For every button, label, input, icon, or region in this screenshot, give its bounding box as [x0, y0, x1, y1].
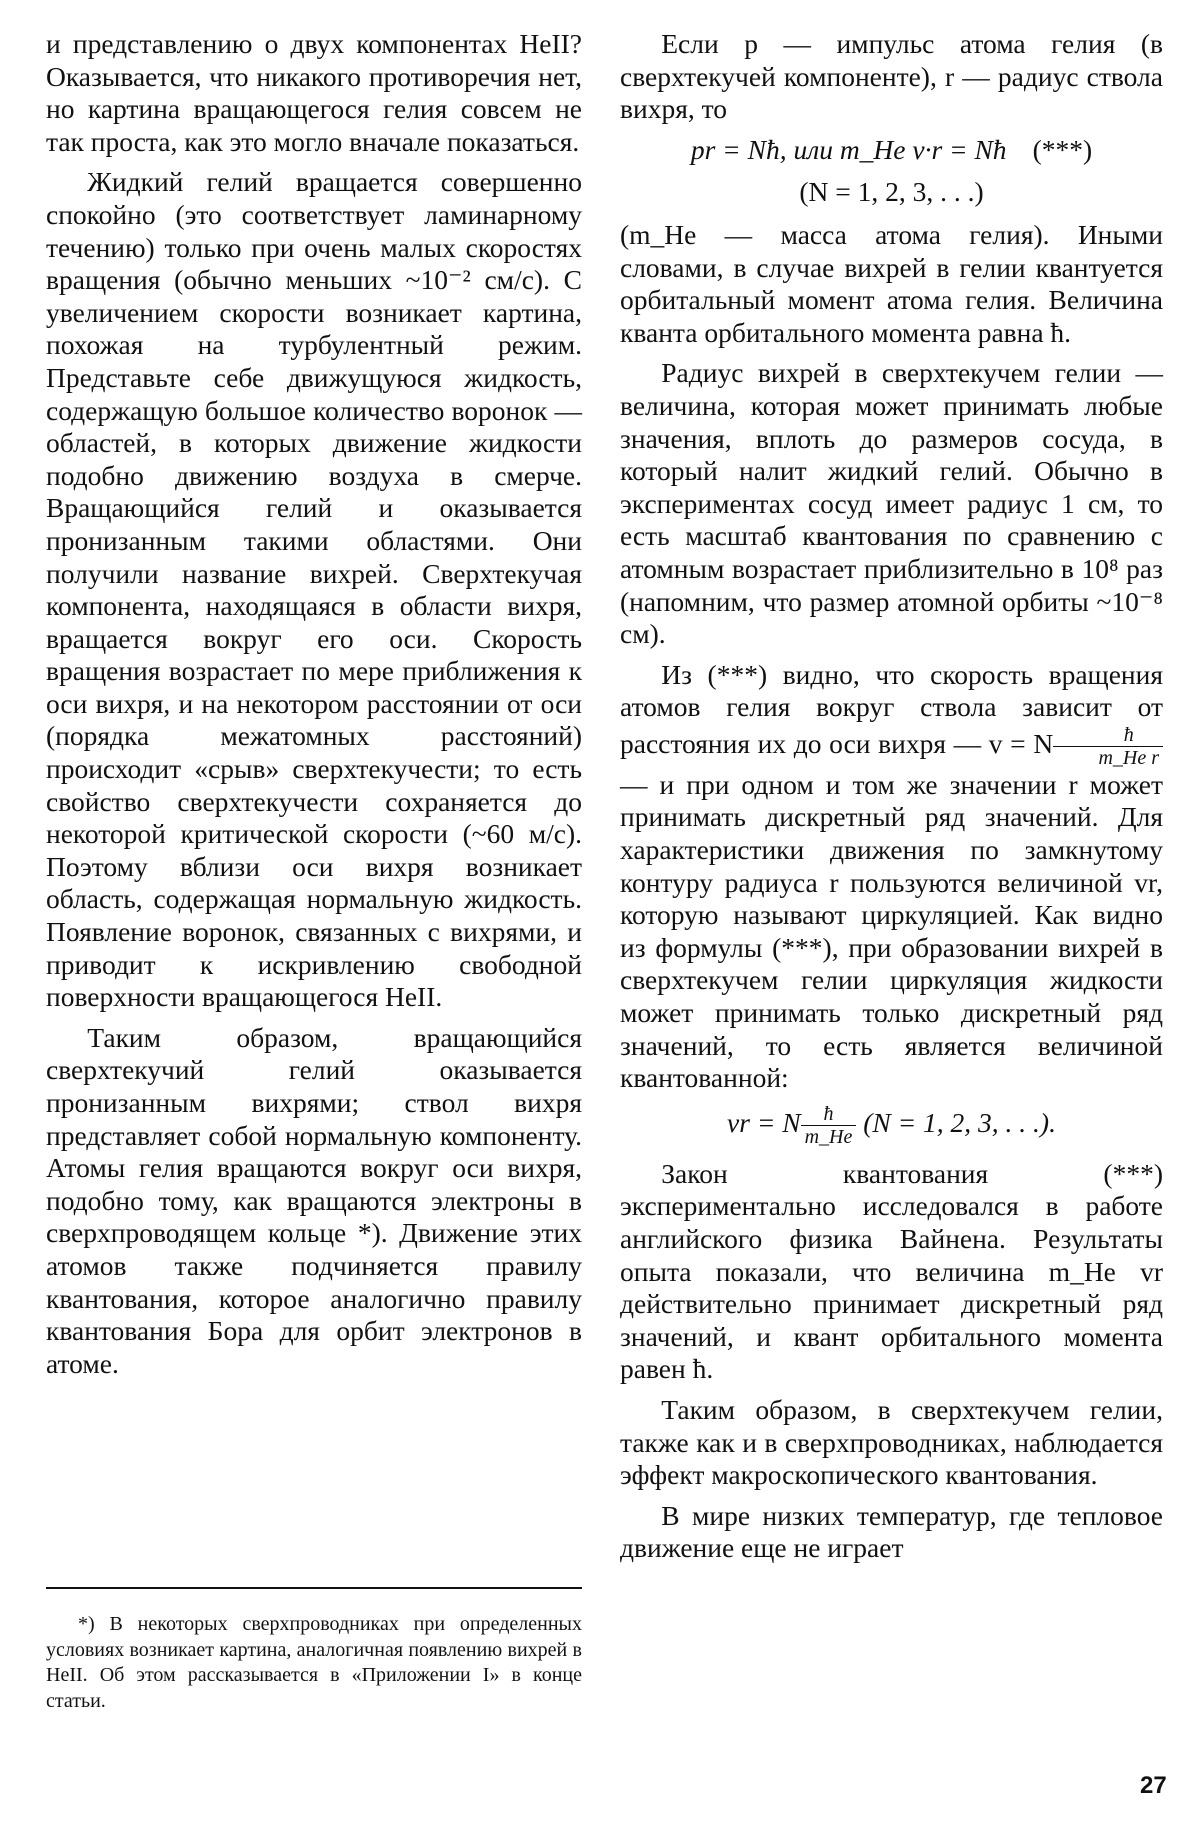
- equation-condition: (N = 1, 2, 3, . . .): [799, 176, 984, 208]
- fraction-numerator: ħ: [1053, 724, 1163, 747]
- equation-quantization: [620, 134, 1163, 167]
- left-column: [46, 28, 582, 1388]
- paragraph: В мире низких температур, где тепловое движение еще не играет: [620, 1499, 1163, 1564]
- paragraph: Таким образом, в сверхтекучем гелии, также как и в сверхпроводниках, наблюдается эффект макроскопического квантования.: [620, 1393, 1163, 1491]
- paragraph: Жидкий гелий вращается совершенно спокойно (это соответствует ламинарному течению) только при очень малых скоростях вращения (обычно меньших ~10⁻² см/с). С увеличением скорости возникает картина, похожая на турбулентный режим. Представьте себе движущуюся жидкость, содержащую большое количество воронок — областей, в которых движение жидкости подобно движению воздуха в смерче. Вращающийся гелий и оказывается пронизанным такими областями. Они получили название вихрей. Сверхтекучая компонента, находящаяся в области вихря, вращается вокруг его оси. Скорость вращения возрастает по мере приближения к оси вихря, и на некотором расстоянии от оси (порядка межатомных расстояний) происходит «срыв» сверхтекучести; то есть свойство сверхтекучести сохраняется до некоторой критической скорости (~60 м/с). Поэтому вблизи оси вихря возникает область, содержащая нормальную жидкость. Появление воронок, связанных с вихрями, и приводит к искривлению свободной поверхности вращающегося HeII.: [46, 166, 582, 1013]
- paragraph-with-inline-formula: [620, 659, 1163, 1095]
- equation-left: vr = N: [727, 1106, 801, 1138]
- equation-right: (N = 1, 2, 3, . . .).: [856, 1106, 1056, 1138]
- paragraph: и представлению о двух компонентах HeII? Оказывается, что никакого противоречия нет, но картина вращающегося гелия совсем не так проста, как это могло вначале показаться.: [46, 28, 582, 157]
- footnote-divider: [46, 1587, 582, 1589]
- inline-fraction: [1053, 724, 1163, 769]
- equation-circulation: [620, 1103, 1163, 1148]
- paragraph: Таким образом, вращающийся сверхтекучий гелий оказывается пронизанным вихрями; ствол вихря представляет собой нормальную компоненту. Атомы гелия вращаются вокруг оси вихря, подобно тому, как вращаются электроны в сверхпроводящем кольце *). Движение этих атомов также подчиняется правилу квантования, которое аналогично правилу квантования Бора для орбит электронов в атоме.: [46, 1021, 582, 1379]
- equation-fraction: [801, 1103, 857, 1148]
- paragraph: Закон квантования (***) экспериментально исследовался в работе английского физика Вайнена. Результаты опыта показали, что величина m_He vr действительно принимает дискретный ряд значений, и квант орбитального момента равен ħ.: [620, 1157, 1163, 1385]
- equation-tag: (***): [1032, 133, 1093, 165]
- right-column: [620, 28, 1163, 1573]
- text-run: Из (***) видно, что скорость вращения атомов гелия вокруг ствола зависит от расстояния их до оси вихря — v = N: [620, 658, 1163, 759]
- fraction-denominator: m_He r: [1098, 746, 1159, 769]
- page-number: 27: [1140, 1772, 1167, 1799]
- footnote-text: *) В некоторых сверхпроводниках при определенных условиях возникает картина, аналогичная появлению вихрей в HeII. Об этом рассказывается в «Приложении I» в конце статьи.: [46, 1613, 582, 1712]
- paragraph: Если p — импульс атома гелия (в сверхтекучей компоненте), r — радиус ствола вихря, то: [620, 28, 1163, 125]
- paragraph: Радиус вихрей в сверхтекучем гелии — величина, которая может принимать любые значения, вплоть до размеров сосуда, в который налит жидкий гелий. Обычно в экспериментах сосуд имеет радиус 1 см, то есть масштаб квантования по сравнению с атомным возрастает приблизительно в 10⁸ раз (напомним, что размер атомной орбиты ~10⁻⁸ см).: [620, 357, 1163, 650]
- fraction-numerator: ħ: [801, 1103, 857, 1126]
- text-run: — и при одном и том же значении r может принимать дискретный ряд значений. Для характеристики движения по замкнутому контуру радиуса r пользуются величиной vr, которую называют циркуляцией. Как видно из формулы (***), при образовании вихрей в сверхтекучем гелии циркуляция жидкости может принимать только дискретный ряд значений, то есть является величиной квантованной:: [620, 768, 1163, 1094]
- equation-text: pr = Nħ, или m_He v·r = Nħ: [690, 133, 1007, 165]
- footnote: [46, 1612, 582, 1714]
- paragraph: (m_He — масса атома гелия). Иными словами, в случае вихрей в гелии квантуется орбитальный момент атома гелия. Величина кванта орбитального момента равна ħ.: [620, 218, 1163, 348]
- fraction-denominator: m_He: [804, 1125, 853, 1148]
